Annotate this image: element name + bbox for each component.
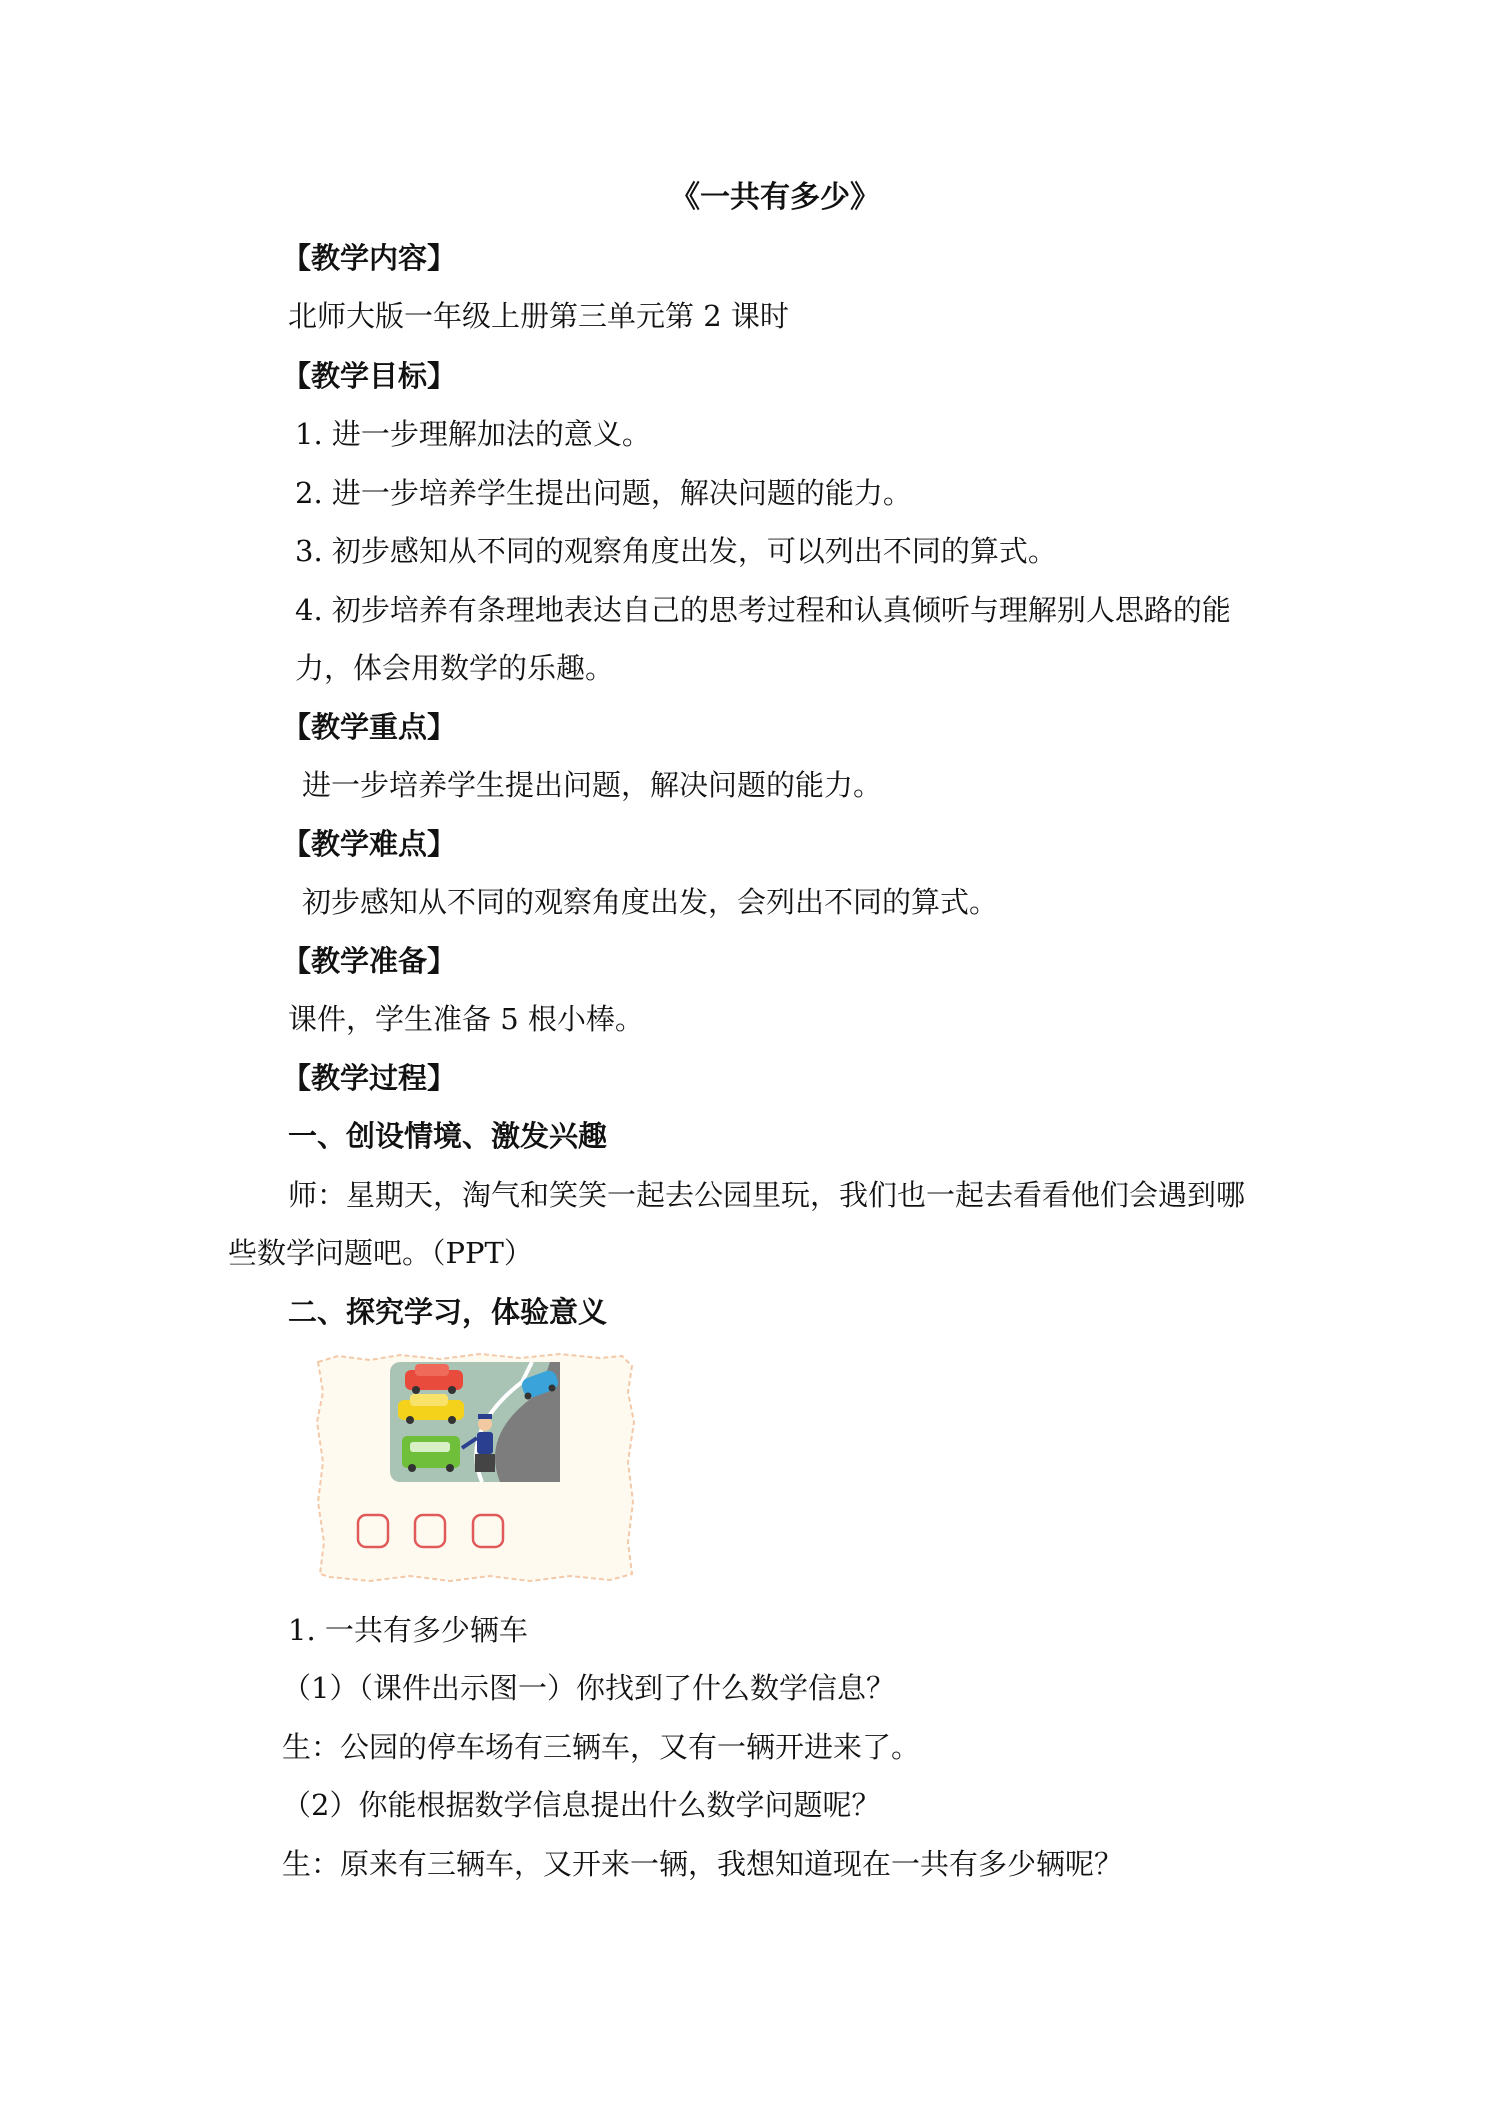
heading-difficulty: 【教学难点】 <box>282 827 457 861</box>
green-car-icon <box>402 1436 460 1472</box>
heading-process: 【教学过程】 <box>282 1061 457 1095</box>
answer-2: 生：原来有三辆车，又开来一辆，我想知道现在一共有多少辆呢？ <box>282 1847 1124 1881</box>
teaching-content-text: 北师大版一年级上册第三单元第 2 课时 <box>288 299 789 333</box>
difficulty-text: 初步感知从不同的观察角度出发，会列出不同的算式。 <box>302 885 999 919</box>
page-title: 《一共有多少》 <box>670 180 880 215</box>
part2-heading: 二、探究学习，体验意义 <box>288 1295 608 1329</box>
key-point-text: 进一步培养学生提出问题，解决问题的能力。 <box>302 768 883 802</box>
part1-heading: 一、创设情境、激发兴趣 <box>288 1119 608 1153</box>
goal-item: 2. 进一步培养学生提出问题，解决问题的能力。 <box>295 476 912 510</box>
goal-item: 3. 初步感知从不同的观察角度出发，可以列出不同的算式。 <box>295 534 1057 568</box>
preparation-text: 课件，学生准备 5 根小棒。 <box>288 1002 644 1036</box>
goal-item: 1. 进一步理解加法的意义。 <box>295 417 651 451</box>
heading-teaching-goals: 【教学目标】 <box>282 359 457 393</box>
goal-item-continued: 力，体会用数学的乐趣。 <box>295 651 615 685</box>
question-1: （1）（课件出示图一）你找到了什么数学信息？ <box>282 1671 895 1705</box>
heading-key-point: 【教学重点】 <box>282 710 457 744</box>
part1-paragraph-line1: 师：星期天，淘气和笑笑一起去公园里玩，我们也一起去看看他们会遇到哪 <box>288 1178 1246 1212</box>
heading-preparation: 【教学准备】 <box>282 944 457 978</box>
answer-1: 生：公园的停车场有三辆车，又有一辆开进来了。 <box>282 1730 921 1764</box>
part1-paragraph-line2: 些数学问题吧。（PPT） <box>228 1236 533 1270</box>
goal-item: 4. 初步培养有条理地表达自己的思考过程和认真倾听与理解别人思路的能 <box>295 593 1231 627</box>
activity-title: 1. 一共有多少辆车 <box>288 1613 528 1647</box>
heading-teaching-content: 【教学内容】 <box>282 241 457 275</box>
question-2: （2）你能根据数学信息提出什么数学问题呢？ <box>282 1788 881 1822</box>
parking-lot-illustration <box>310 1352 640 1584</box>
